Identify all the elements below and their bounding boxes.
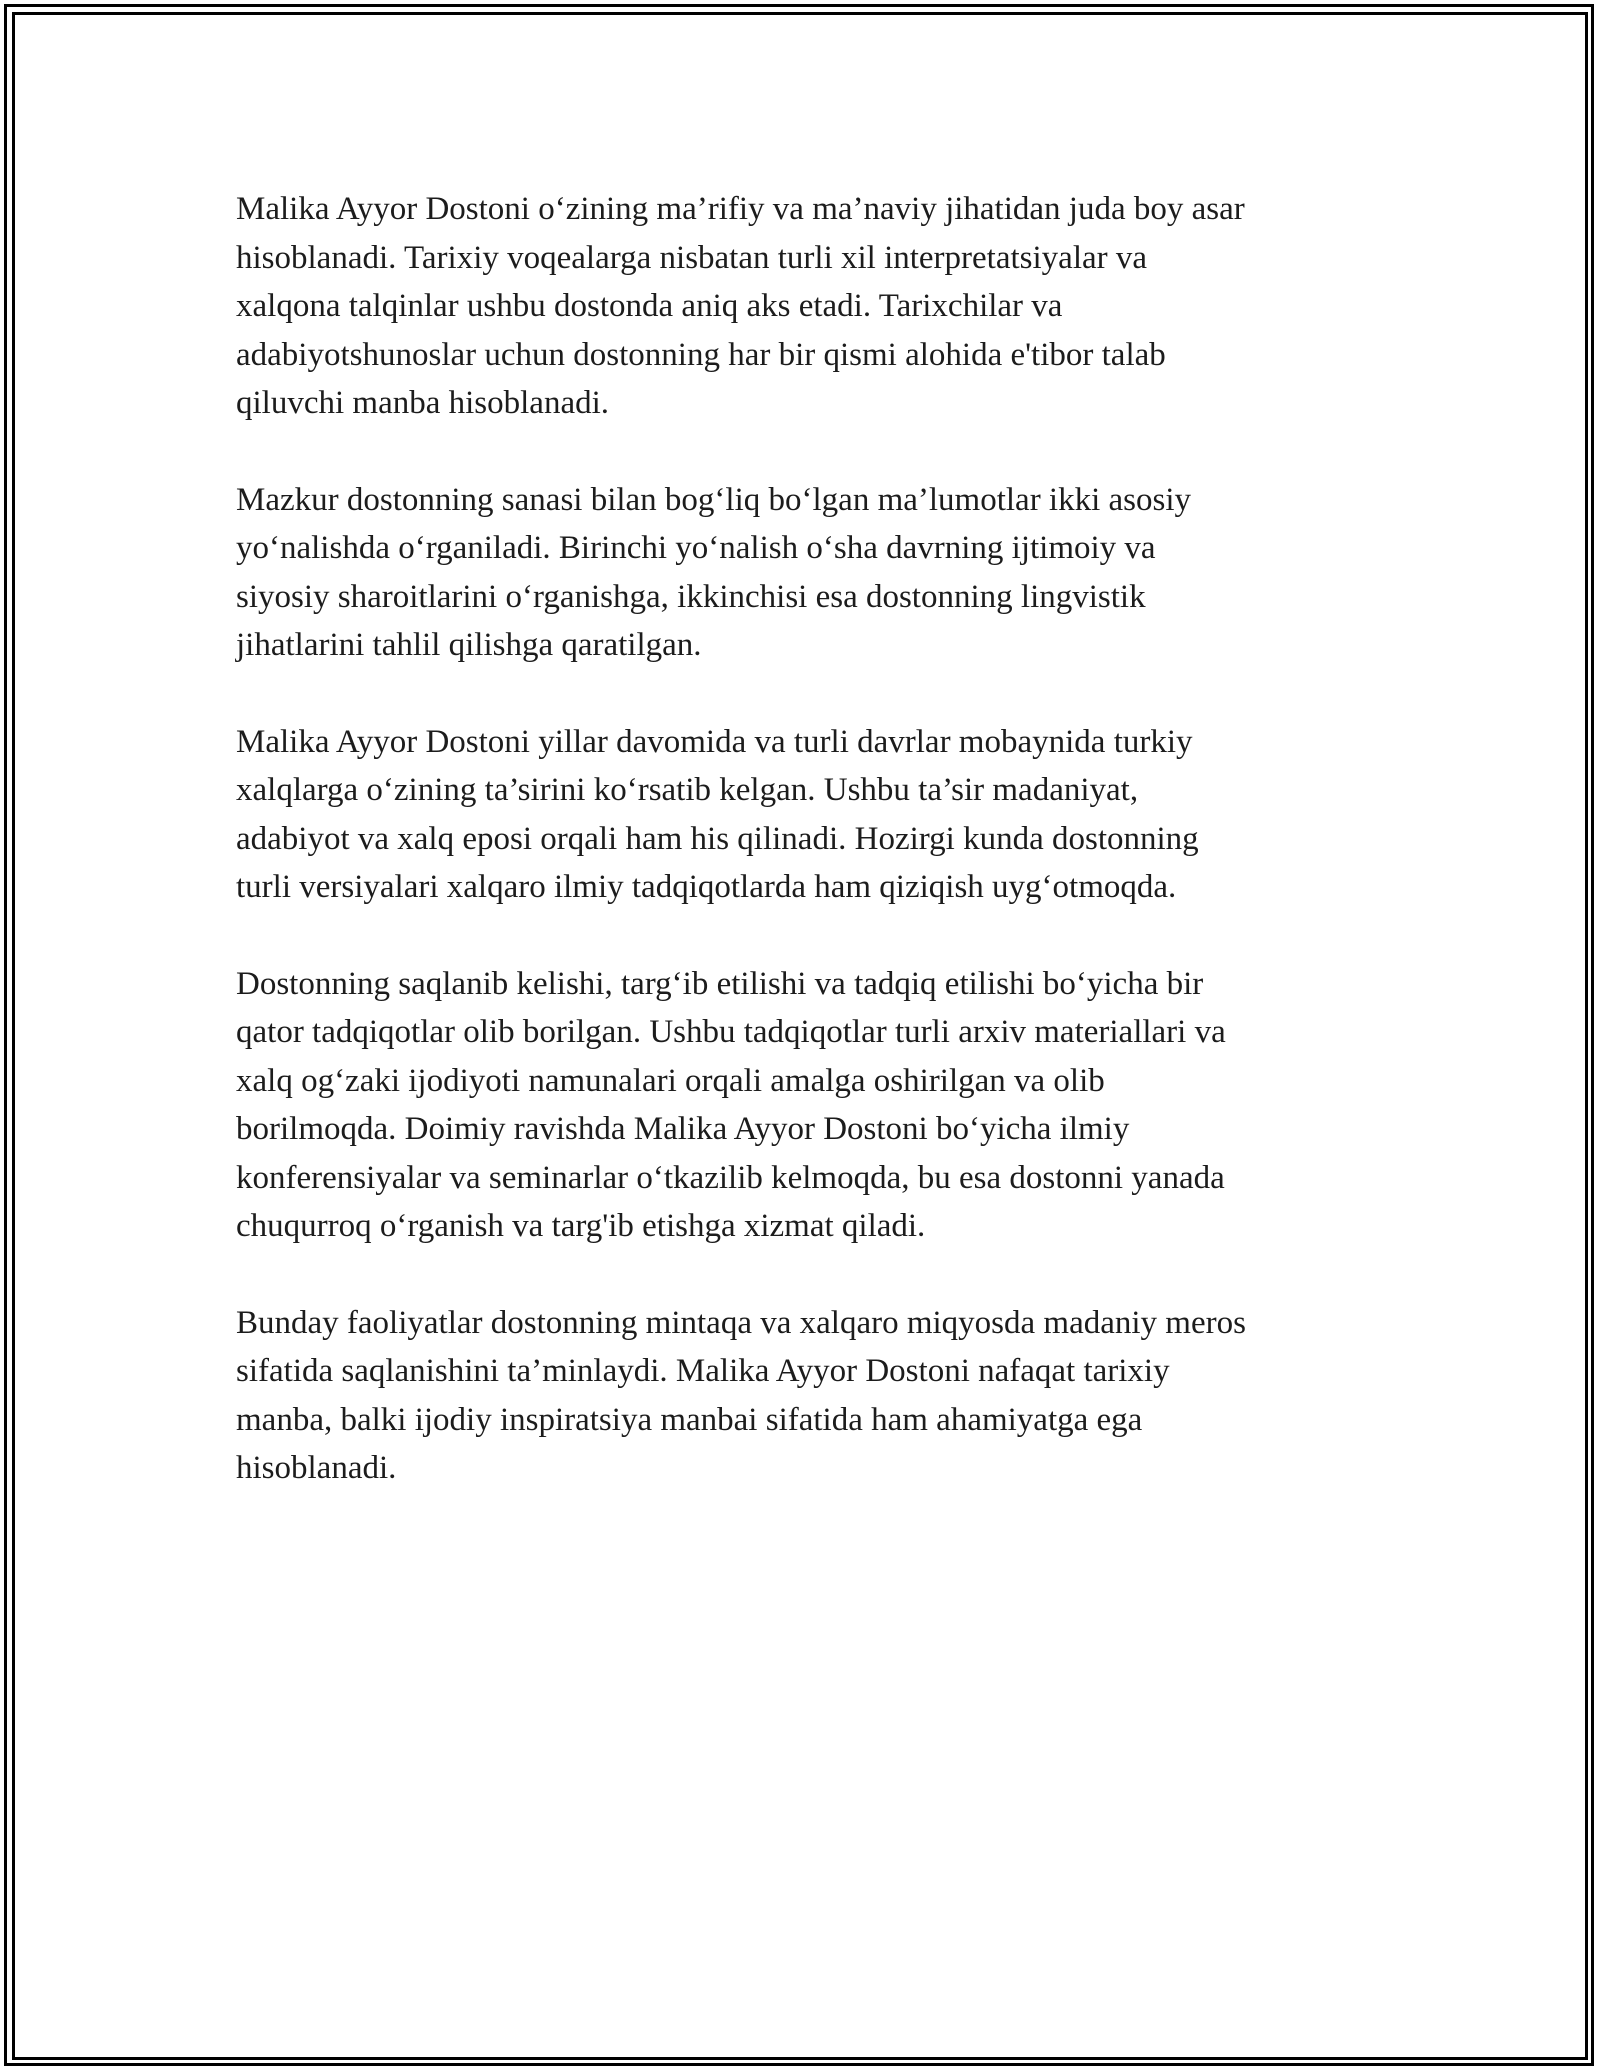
paragraph-1: Malika Ayyor Dostoni o‘zining ma’rifiy va ma’naviy jihatidan juda boy asar hisoblanadi. Tarixiy voqealarga nisbatan turli xil interpretatsiyalar va xalqona talqinlar ushbu dostonda aniq aks etadi. Tarixchilar va adabiyotshunoslar uchun dostonning har bir qismi alohida e'tibor talab qiluvchi manba hisoblanadi. bbox=[236, 191, 1245, 421]
paragraph-2: Mazkur dostonning sanasi bilan bog‘liq bo‘lgan ma’lumotlar ikki asosiy yo‘nalishda o‘rganiladi. Birinchi yo‘nalish o‘sha davrning ijtimoiy va siyosiy sharoitlarini o‘rganishga, ikkinchisi esa dostonning lingvistik jihatlarini tahlil qilishga qaratilgan. bbox=[236, 481, 1192, 663]
document-body bbox=[236, 185, 1376, 1541]
paragraph-4: Dostonning saqlanib kelishi, targ‘ib etilishi va tadqiq etilishi bo‘yicha bir qator tadqiqotlar olib borilgan. Ushbu tadqiqotlar turli arxiv materiallari va xalq og‘zaki ijodiyoti namunalari orqali amalga oshirilgan va olib borilmoqda. Doimiy ravishda Malika Ayyor Dostoni bo‘yicha ilmiy konferensiyalar va seminarlar o‘tkazilib kelmoqda, bu esa dostonni yanada chuqurroq o‘rganish va targ'ib etishga xizmat qiladi. bbox=[236, 965, 1226, 1244]
paragraph-3: Malika Ayyor Dostoni yillar davomida va turli davrlar mobaynida turkiy xalqlarga o‘zining ta’sirini ko‘rsatib kelgan. Ushbu ta’sir madaniyat, adabiyot va xalq eposi orqali ham his qilinadi. Hozirgi kunda dostonning turli versiyalari xalqaro ilmiy tadqiqotlarda ham qiziqish uyg‘otmoqda. bbox=[236, 723, 1199, 905]
paragraph-5: Bunday faoliyatlar dostonning mintaqa va xalqaro miqyosda madaniy meros sifatida saqlanishini ta’minlaydi. Malika Ayyor Dostoni nafaqat tarixiy manba, balki ijodiy inspiratsiya manbai sifatida ham ahamiyatga ega hisoblanadi. bbox=[236, 1304, 1246, 1486]
